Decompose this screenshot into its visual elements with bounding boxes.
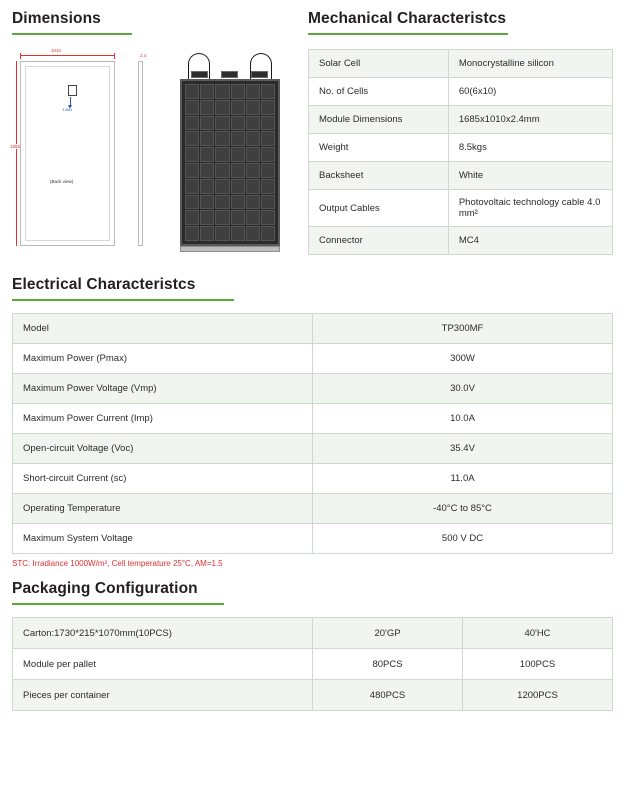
row-value-40hc: 100PCS — [463, 649, 613, 680]
table-row — [309, 190, 613, 227]
row-value: TP300MF — [313, 314, 613, 344]
dimensions-heading — [12, 10, 132, 35]
table-row — [309, 134, 613, 162]
electrical-table — [12, 313, 613, 554]
table-row — [13, 618, 613, 649]
height-dimension-line — [16, 61, 17, 246]
module-junction-box-2-icon — [221, 71, 238, 78]
height-dimension-label: 1685 — [10, 144, 21, 149]
packaging-title: Packaging Configuration — [12, 580, 198, 597]
row-key: Maximum Power Current (Imp) — [13, 404, 313, 434]
back-view-label: (Back view) — [50, 179, 74, 184]
row-key: Module Dimensions — [309, 106, 449, 134]
table-row — [309, 106, 613, 134]
electrical-heading — [12, 276, 234, 301]
stc-note: STC: Irradiance 1000W/m², Cell temperature 25°C, AM=1.5 — [12, 559, 223, 568]
row-value-40hc: 40'HC — [463, 618, 613, 649]
junction-box-pointer-icon — [70, 97, 71, 106]
row-value: Monocrystalline silicon — [448, 50, 612, 78]
dimensions-section — [12, 10, 308, 264]
cell-grid — [185, 84, 275, 241]
row-key: Output Cables — [309, 190, 449, 227]
junction-box-label: J-Box — [62, 107, 73, 112]
title-underline — [12, 299, 234, 301]
packaging-heading — [12, 580, 224, 605]
row-value: 35.4V — [313, 434, 613, 464]
table-row — [13, 524, 613, 554]
module-drawing — [12, 49, 308, 264]
row-key: No. of Cells — [309, 78, 449, 106]
row-key: Maximum System Voltage — [13, 524, 313, 554]
title-underline — [12, 603, 224, 605]
row-value: 60(6x10) — [448, 78, 612, 106]
packaging-section — [0, 568, 625, 711]
row-key: Module per pallet — [13, 649, 313, 680]
table-row — [13, 434, 613, 464]
row-value: 1685x1010x2.4mm — [448, 106, 612, 134]
mechanical-table — [308, 49, 613, 255]
table-row — [13, 649, 613, 680]
row-value: Photovoltaic technology cable 4.0 mm² — [448, 190, 612, 227]
title-underline — [12, 33, 132, 35]
table-row — [309, 227, 613, 255]
row-value: 30.0V — [313, 374, 613, 404]
module-front-view — [180, 79, 280, 246]
thickness-label: 2.4 — [140, 53, 147, 58]
row-value: 10.0A — [313, 404, 613, 434]
row-value: 11.0A — [313, 464, 613, 494]
mechanical-heading — [308, 10, 508, 35]
table-row — [13, 314, 613, 344]
table-row — [309, 162, 613, 190]
row-key: Backsheet — [309, 162, 449, 190]
row-key: Connector — [309, 227, 449, 255]
table-row — [13, 344, 613, 374]
table-row — [13, 464, 613, 494]
module-junction-box-1-icon — [191, 71, 208, 78]
junction-box-icon — [68, 85, 77, 96]
row-key: Pieces per container — [13, 680, 313, 711]
table-row — [13, 404, 613, 434]
row-value: 500 V DC — [313, 524, 613, 554]
row-value-20gp: 20'GP — [313, 618, 463, 649]
table-row — [309, 50, 613, 78]
dimensions-title: Dimensions — [12, 10, 101, 27]
mechanical-section — [308, 10, 613, 264]
row-value: 300W — [313, 344, 613, 374]
row-key: Maximum Power (Pmax) — [13, 344, 313, 374]
row-key: Maximum Power Voltage (Vmp) — [13, 374, 313, 404]
row-value-20gp: 480PCS — [313, 680, 463, 711]
table-row — [13, 680, 613, 711]
module-bottom-frame — [180, 246, 280, 252]
row-key: Carton:1730*215*1070mm(10PCS) — [13, 618, 313, 649]
width-dimension-line — [20, 55, 115, 56]
row-key: Solar Cell — [309, 50, 449, 78]
mechanical-title: Mechanical Characteristcs — [308, 10, 507, 27]
table-row — [13, 494, 613, 524]
row-key: Weight — [309, 134, 449, 162]
row-value-40hc: 1200PCS — [463, 680, 613, 711]
electrical-section — [0, 264, 625, 568]
row-key: Operating Temperature — [13, 494, 313, 524]
row-value: MC4 — [448, 227, 612, 255]
module-junction-box-3-icon — [251, 71, 268, 78]
top-section — [0, 0, 625, 264]
table-row — [309, 78, 613, 106]
row-value-20gp: 80PCS — [313, 649, 463, 680]
row-value: -40°C to 85°C — [313, 494, 613, 524]
row-key: Model — [13, 314, 313, 344]
row-key: Open-circuit Voltage (Voc) — [13, 434, 313, 464]
row-value: 8.5kgs — [448, 134, 612, 162]
table-row — [13, 374, 613, 404]
row-key: Short-circuit Current (sc) — [13, 464, 313, 494]
title-underline — [308, 33, 508, 35]
width-dimension-label: 1010 — [51, 48, 62, 53]
panel-side-view — [138, 61, 143, 246]
row-value: White — [448, 162, 612, 190]
packaging-table — [12, 617, 613, 711]
electrical-title: Electrical Characteristcs — [12, 276, 196, 293]
